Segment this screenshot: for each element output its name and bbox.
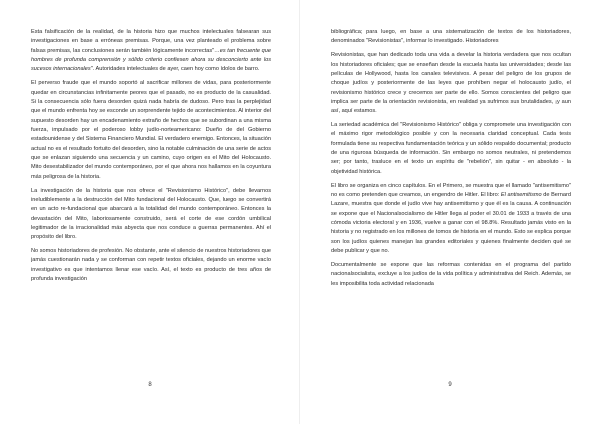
paragraph: La seriedad académica del "Revisionismo Histórico" obliga y compromete una investigación con el máximo rigor metodológico posible y con la necesaria claridad conceptual. Cada tesis formulada tiene su respectiva fundamentación teórica y un sólido respaldo documental; producto de una rigurosa búsqueda de información. Sin embargo no somos neutrales, ni pretendemos ser; por tanto, trasluce en el texto un espíritu de "rebelión", sin quitar - en absoluto - la objetividad histórica. (331, 122, 571, 175)
left-page-text (31, 28, 271, 368)
paragraph: bibliográfica; para luego, en base a una sistematización de textos de los historiadores, denominados "Revisionistas", informar lo investigado. Historiadores (331, 29, 571, 45)
page-number: 9 (448, 382, 452, 388)
right-page (300, 0, 600, 424)
paragraph: No somos historiadores de profesión. No obstante, ante el silencio de nuestros historiadores que jamás cuestionarán nada y se conforman con repetir textos oficiales, dejando un enorme vacío investigativo es que intentamos llenar ese vacío. Así, el texto es producto de tres años de profunda investigación (31, 248, 271, 283)
paragraph: La investigación de la historia que nos ofrece el "Revisionismo Histórico", debe llevarnos ineludiblemente a la destrucción del Mito fundacional del Holocausto. Que, luego se convertirá en un acto re-fundacional que abarcará a la totalidad del mundo contemporáneo. Entonces la devastación del Mito, laboriosamente construido, será el corte de ese cordón umbilical legitimador de la irracionalidad más abyecta que nos conduce a guerras permanentes. Ahí el propósito del libro. (31, 187, 271, 241)
paragraph: El perverso fraude que el mundo soportó al sacrificar millones de vidas, para posteriormente quedar en circunstancias infinitamente peores que el pasado, no es producto de la casualidad. Si la consecuencia sólo fuera desorden quizá nada habría de dudoso. Pero tras la perplejidad que el mundo enfrenta hoy se esconde un sorprendente tejido de acontecimientos. Al interior del supuesto desorden hay un encadenamiento extraño de hechos que se subordinan a una misma fuerza, impulsado por el poderoso lobby judío-norteamericano: Dueño de del Gobierno estadounidense y del Sistema Financiero Mundial. El verdadero enemigo. Entonces, la situación actual no es el resultado fortuito del desorden, sino la notable culminación de una serie de actos que se enlazan siguiendo una secuencia y un camino, cuyo origen es el Mito del Holocausto. Mito desestabilizador del mundo contemporáneo, por el que ahora nos hallamos en la coyuntura más peligrosa de la historia. (31, 80, 271, 180)
paragraph: Esta falsificación de la realidad, de la historia hizo que muchos intelectuales falsearan sus investigaciones en base a erróneas premisas. Porque, una vez planteado el problema sobre falsas premisas, las conclusiones serán también lógicamente incorrectas"…es tan frecuente que hombres de profunda comprensión y sólido criterio confiesen ahora su desconcierto ante los sucesos internacionales". Autoridades intelectuales de ayer, caen hoy como ídolos de barro. (31, 29, 271, 73)
paragraph: Revisionistas, que han dedicado toda una vida a develar la historia verdadera que nos ocultan los historiadores oficiales; que se enseñan desde la escuela hasta las universidades; desde las películas de Hollywood, hasta los canales televisivos. A pesar del peligro de los grupos de choque judíos y posteriormente de las leyes que prohíben negar el holocausto judío, el revisionismo histórico crece y crecemos ser parte de ello. Somos conscientes del peligro que implica ser parte de la orientación revisionista, en realidad ya sufrimos sus brutalidades, ¡y aun así, aquí estamos. (331, 52, 571, 115)
page-number: 8 (148, 382, 152, 388)
right-page-text (331, 28, 571, 368)
paragraph: El libro se organiza en cinco capítulos. En el Primero, se muestra que el llamado "antisemitismo" no es como pretenden que creamos, un engendro de Hitler. El libro: El antisemitismo de Bernard Lazare, muestra que donde el judío vive hay antisemitismo y que él es la causa. A continuación se expone que el Nacionalsocialismo de Hitler llega al poder el 30.01 de 1933 a través de una cómoda victoria electoral y en 1936, vuelve a ganar con el 98.8%. Resultado jamás visto en la historia y no registrado en los millones de tomos de historia en el mundo. Esto se explica porque son los judíos quienes manejan las grandes editoriales y quienes finalmente deciden qué se debe publicar y que no. (331, 182, 571, 255)
paragraph: Documentalmente se expone que las reformas contenidas en el programa del partido nacionalsocialista, excluye a los judíos de la vida política y administrativa del Reich. Además, se les imposibilita toda actividad relacionada (331, 261, 571, 287)
